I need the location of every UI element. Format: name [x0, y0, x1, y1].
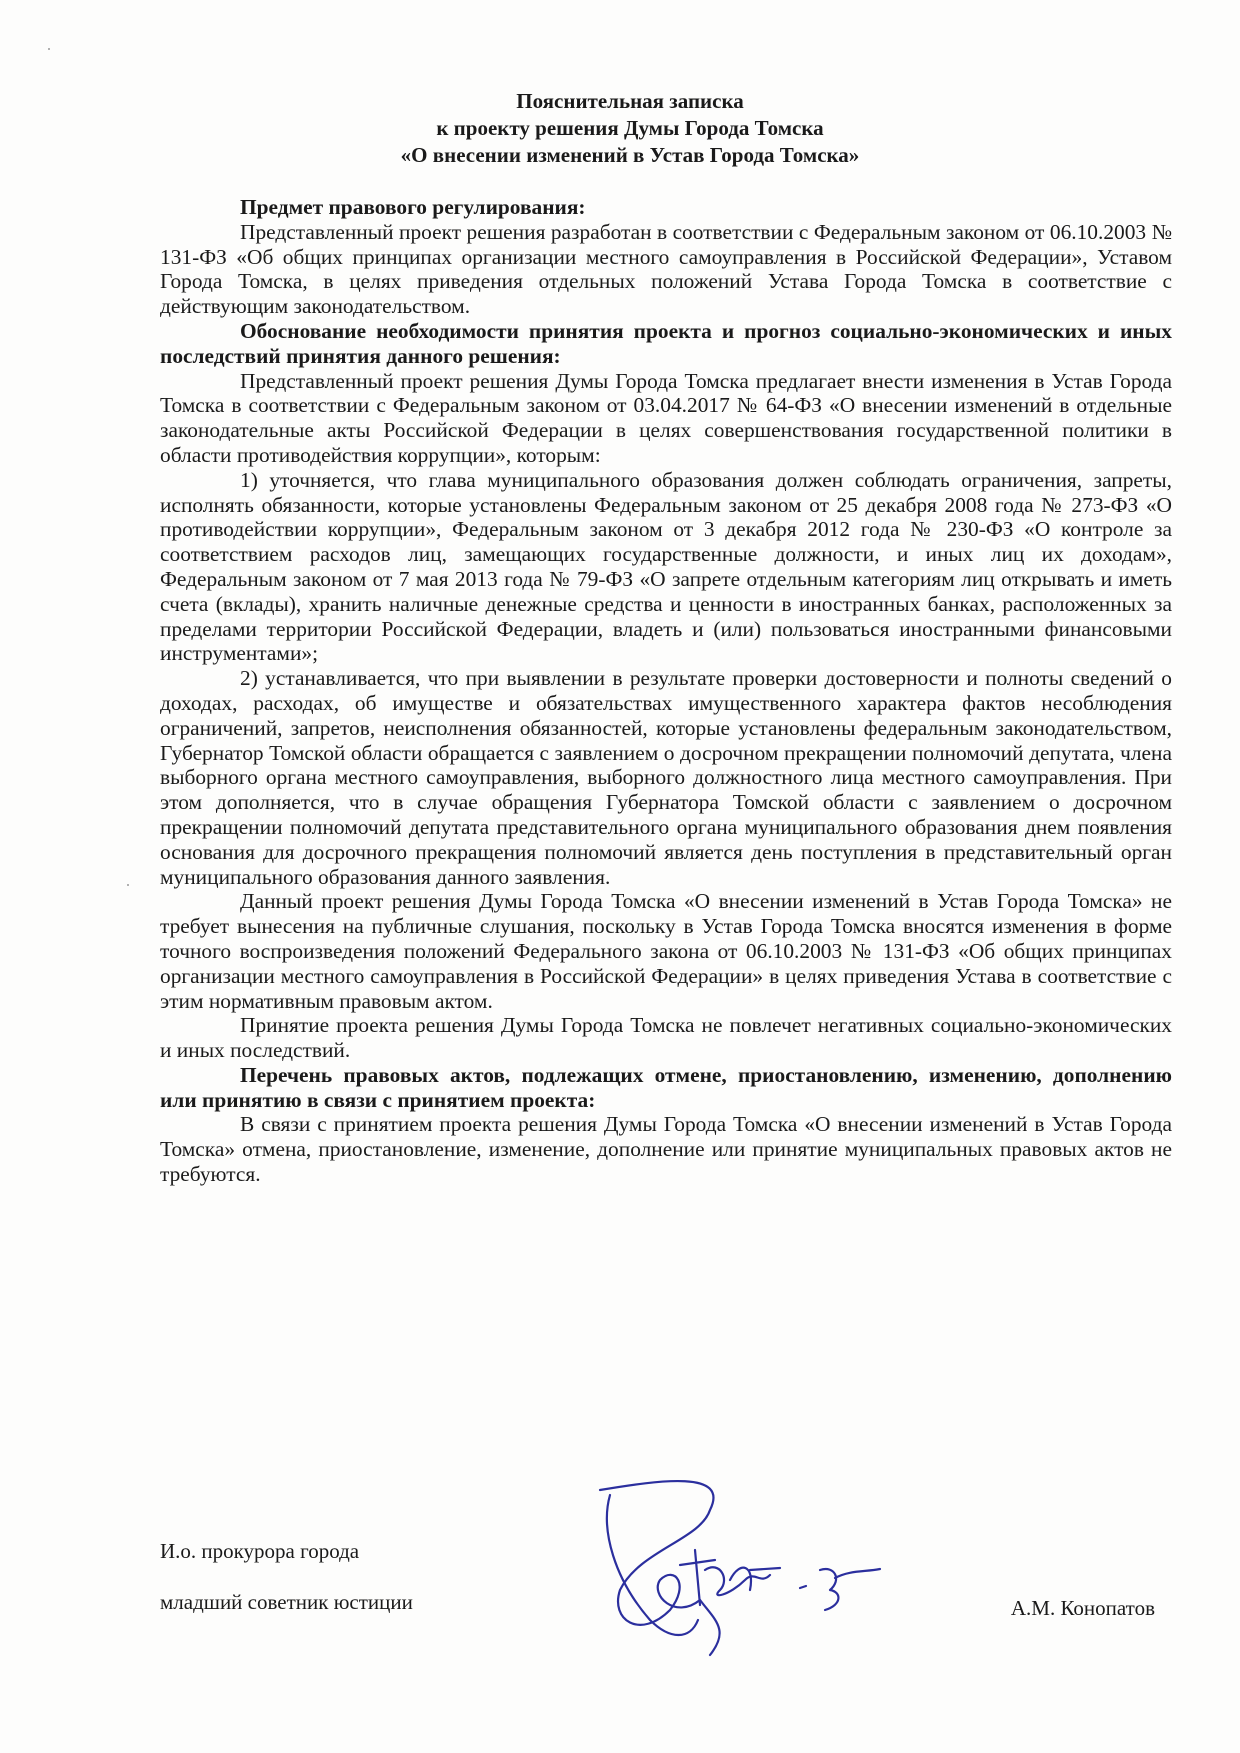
justification-paragraph: Представленный проект решения Думы Города Томска предлагает внести изменения в Устав Города Томска в соответствии с Федеральным законом от 03.04.2017 № 64-ФЗ «О внесении изменений в отдельные законодательные акты Российской Федерации в целях совершенствования государственной политики в области противодействия коррупции», которым:	[160, 368, 1172, 467]
signer-name: А.М. Конопатов	[1010, 1596, 1155, 1620]
document-title	[160, 88, 1100, 169]
consequences-paragraph: Принятие проекта решения Думы Города Томска не повлечет негативных социально-экономических и иных последствий.	[160, 1013, 1172, 1063]
acts-heading: Перечень правовых актов, подлежащих отмене, приостановлению, изменению, дополнению или принятию в связи с принятием проекта:	[160, 1062, 1172, 1112]
justification-heading: Обоснование необходимости принятия проекта и прогноз социально-экономических и иных последствий принятия данного решения:	[160, 318, 1172, 368]
signer-position-line-2: младший советник юстиции	[160, 1590, 413, 1614]
scan-speck	[48, 48, 50, 50]
title-line-1: Пояснительная записка	[516, 89, 744, 113]
signer-position-line-1: И.о. прокурора города	[160, 1539, 360, 1563]
title-line-3: «О внесении изменений в Устав Города Томска»	[400, 143, 860, 167]
acts-paragraph: В связи с принятием проекта решения Думы Города Томска «О внесении изменений в Устав Города Томска» отмена, приостановление, изменение, дополнение или принятие муниципальных правовых актов не требуются.	[160, 1112, 1172, 1187]
list-item-2: 2) устанавливается, что при выявлении в результате проверки достоверности и полноты сведений о доходах, расходах, об имуществе и обязательствах имущественного характера фактов несоблюдения ограничений, запретов, неисполнения обязанностей, которые установлены федеральным законодательством, Губернатор Томской области обращается с заявлением о досрочном прекращении полномочий депутата, члена выборного органа местного самоуправления, выборного должностного лица местного самоуправления. При этом дополняется, что в случае обращения Губернатора Томской области с заявлением о досрочном прекращении полномочий депутата представительного органа муниципального образования днем появления основания для досрочного прекращения полномочий является день поступления в представительный орган муниципального образования данного заявления.	[160, 666, 1172, 889]
document-body	[160, 195, 1172, 1187]
subject-paragraph: Представленный проект решения разработан в соответствии с Федеральным законом от 06.10.2003 № 131-ФЗ «Об общих принципах организации местного самоуправления в Российской Федерации», Уставом Города Томска, в целях приведения отдельных положений Устава Города Томска в соответствие с действующим законодательством.	[160, 219, 1172, 319]
list-item-1: 1) уточняется, что глава муниципального образования должен соблюдать ограничения, запреты, исполнять обязанности, которые установлены Федеральным законом от 25 декабря 2008 года № 273-ФЗ «О противодействии коррупции», Федеральным законом от 3 декабря 2012 года № 230-ФЗ «О контроле за соответствием расходов лиц, замещающих государственные должности, и иных лиц их доходам», Федеральным законом от 7 мая 2013 года № 79-ФЗ «О запрете отдельным категориям лиц открывать и иметь счета (вклады), хранить наличные денежные средства и ценности в иностранных банках, расположенных за пределами территории Российской Федерации, владеть и (или) пользоваться иностранными финансовыми инструментами»;	[160, 467, 1172, 666]
subject-heading: Предмет правового регулирования:	[240, 195, 586, 219]
scan-speck	[127, 884, 129, 886]
hearings-paragraph: Данный проект решения Думы Города Томска «О внесении изменений в Устав Города Томска» не требует вынесения на публичные слушания, поскольку в Устав Города Томска вносятся изменения в форме точного воспроизведения положений Федерального закона от 06.10.2003 № 131-ФЗ «Об общих принципах организации местного самоуправления в Российской Федерации» в целях приведения Устава в соответствие с этим нормативным правовым актом.	[160, 889, 1172, 1013]
title-line-2: к проекту решения Думы Города Томска	[436, 116, 824, 140]
handwritten-signature-icon	[580, 1470, 930, 1670]
